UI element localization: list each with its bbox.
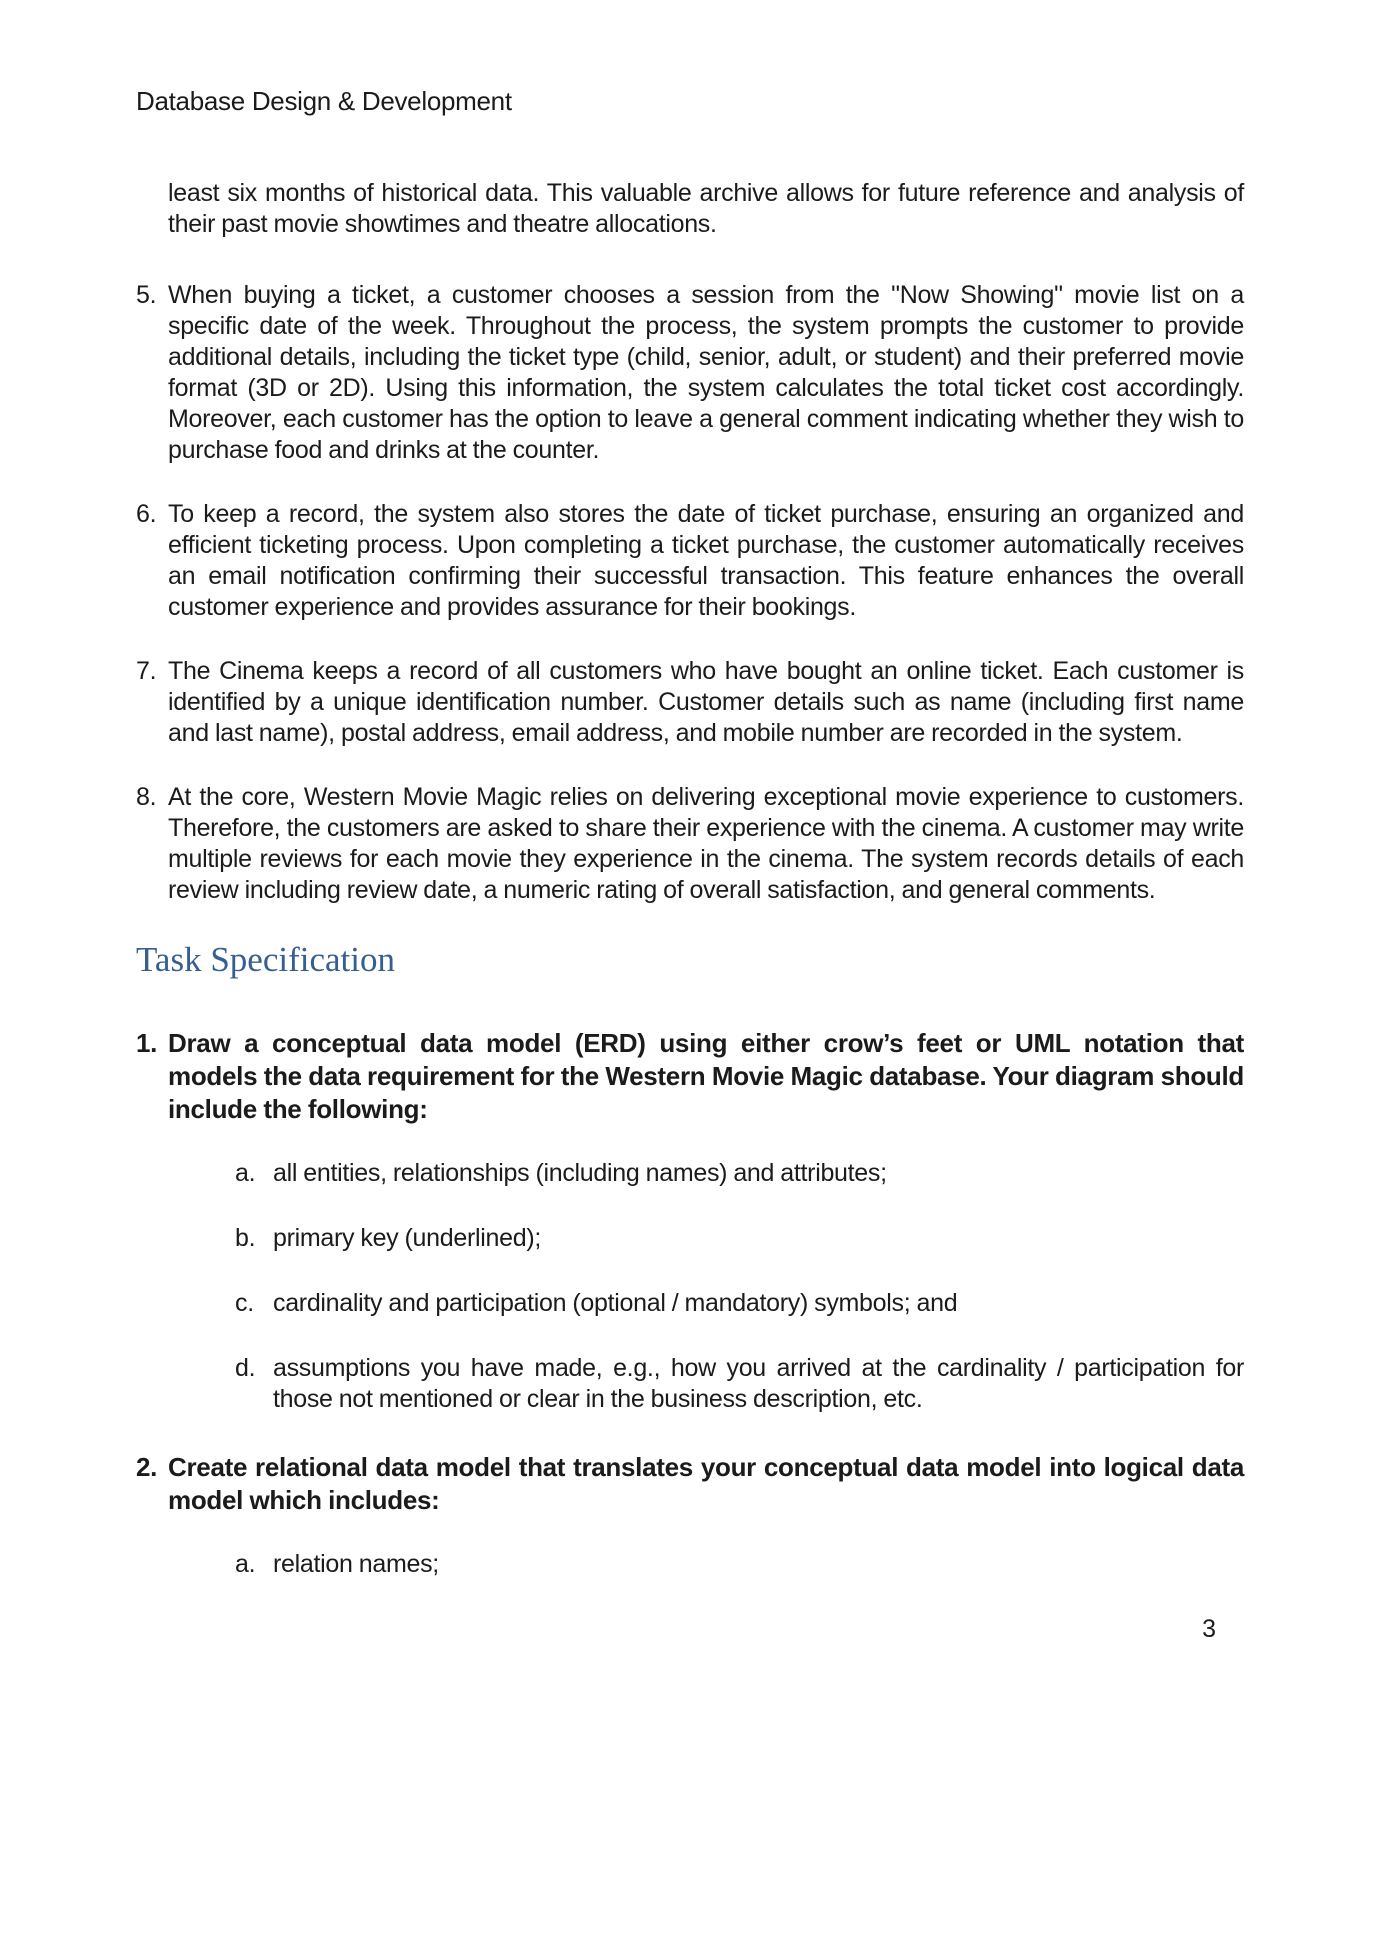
section-heading-task-specification: Task Specification xyxy=(136,940,395,979)
subitem-letter: a. xyxy=(235,1550,256,1578)
task-number: 2. xyxy=(136,1452,158,1482)
business-rule-5 xyxy=(136,280,1244,466)
intro-paragraph: least six months of historical data. This valuable archive allows for future reference and analysis of their past movie showtimes and theatre allocations. xyxy=(168,179,1244,238)
task-1-subitem-c xyxy=(235,1288,1244,1319)
document-header: Database Design & Development xyxy=(136,86,512,116)
business-rule-6 xyxy=(136,499,1244,623)
list-text: To keep a record, the system also stores the date of ticket purchase, ensuring an organized and efficient ticketing process. Upon completing a ticket purchase, the customer automatically receives an email notification confirming their successful transaction. This feature enhances the overall customer experience and provides assurance for their bookings. xyxy=(168,500,1244,621)
task-1-subitem-b xyxy=(235,1223,1244,1254)
task-1-subitem-d xyxy=(235,1353,1244,1415)
subitem-text: primary key (underlined); xyxy=(273,1224,541,1252)
task-text: Create relational data model that translates your conceptual data model into logical data model which includes: xyxy=(168,1452,1244,1515)
subitem-text: all entities, relationships (including names) and attributes; xyxy=(273,1159,887,1187)
list-text: The Cinema keeps a record of all customers who have bought an online ticket. Each customer is identified by a unique identification number. Customer details such as name (including first name and last name), postal address, email address, and mobile number are recorded in the system. xyxy=(168,657,1244,747)
list-number: 6. xyxy=(136,500,157,528)
subitem-text: relation names; xyxy=(273,1550,439,1578)
page-number: 3 xyxy=(1202,1615,1216,1643)
subitem-text: assumptions you have made, e.g., how you arrived at the cardinality / participation for those not mentioned or clear in the business description, etc. xyxy=(273,1354,1244,1413)
task-text: Draw a conceptual data model (ERD) using either crow’s feet or UML notation that models the data requirement for the Western Movie Magic database. Your diagram should include the following: xyxy=(168,1028,1244,1124)
task-1 xyxy=(136,1027,1244,1126)
subitem-letter: a. xyxy=(235,1159,256,1187)
list-number: 8. xyxy=(136,783,157,811)
list-number: 7. xyxy=(136,657,157,685)
business-rule-8 xyxy=(136,782,1244,906)
list-text: When buying a ticket, a customer chooses a session from the "Now Showing" movie list on a specific date of the week. Throughout the process, the system prompts the customer to provide additional details, including the ticket type (child, senior, adult, or student) and their preferred movie format (3D or 2D). Using this information, the system calculates the total ticket cost accordingly. Moreover, each customer has the option to leave a general comment indicating whether they wish to purchase food and drinks at the counter. xyxy=(168,281,1244,464)
list-number: 5. xyxy=(136,281,157,309)
subitem-text: cardinality and participation (optional / mandatory) symbols; and xyxy=(273,1289,958,1317)
task-2-subitem-a xyxy=(235,1549,1244,1580)
task-1-subitem-a xyxy=(235,1158,1244,1189)
subitem-letter: d. xyxy=(235,1354,256,1382)
task-2 xyxy=(136,1451,1244,1517)
task-number: 1. xyxy=(136,1028,158,1058)
subitem-letter: c. xyxy=(235,1289,254,1317)
business-rule-7 xyxy=(136,656,1244,749)
list-text: At the core, Western Movie Magic relies on delivering exceptional movie experience to customers. Therefore, the customers are asked to share their experience with the cinema. A customer may write multiple reviews for each movie they experience in the cinema. The system records details of each review including review date, a numeric rating of overall satisfaction, and general comments. xyxy=(168,783,1244,904)
subitem-letter: b. xyxy=(235,1224,256,1252)
